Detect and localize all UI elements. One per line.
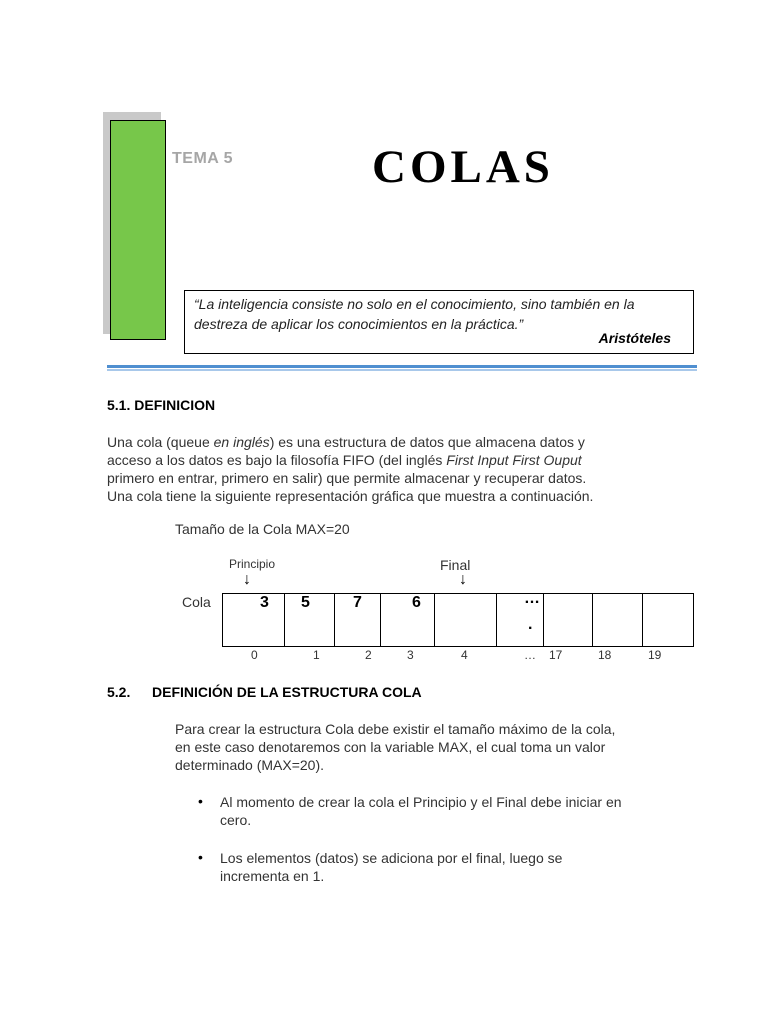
cola-label: Cola bbox=[182, 594, 211, 610]
para-line-2: acceso a los datos es bajo la filosofía FIFO (del inglés First Input First Ouput bbox=[107, 452, 582, 468]
section-heading-estructura: DEFINICIÓN DE LA ESTRUCTURA COLA bbox=[152, 684, 422, 700]
queue-index: 1 bbox=[313, 648, 320, 662]
queue-cell-value: 3 bbox=[260, 594, 269, 611]
queue-cell bbox=[434, 593, 497, 647]
para-line: Para crear la estructura Cola debe existir el tamaño máximo de la cola, bbox=[175, 721, 616, 737]
para-line-4: Una cola tiene la siguiente representación gráfica que muestra a continuación. bbox=[107, 488, 594, 504]
queue-index: 19 bbox=[648, 648, 662, 662]
queue-index: 18 bbox=[598, 648, 612, 662]
section-number: 5.2. bbox=[107, 684, 131, 700]
quote-text: “La inteligencia consiste no solo en el conocimiento, sino también en la destreza de aplicar los conocimientos en la práctica.” bbox=[194, 296, 635, 332]
queue-index: … bbox=[524, 648, 536, 662]
final-arrow-icon: ↓ bbox=[459, 571, 467, 588]
bullet-item: Al momento de crear la cola el Principio y el Final debe iniciar en cero. bbox=[220, 794, 622, 828]
queue-cell bbox=[222, 593, 285, 647]
divider-line bbox=[107, 365, 697, 368]
queue-cell bbox=[380, 593, 435, 647]
queue-index: 0 bbox=[251, 648, 258, 662]
final-label: Final bbox=[440, 557, 471, 573]
queue-index: 2 bbox=[365, 648, 372, 662]
page-title: COLAS bbox=[372, 141, 554, 193]
queue-cell bbox=[642, 593, 694, 647]
queue-cell bbox=[543, 593, 593, 647]
bullet-icon: • bbox=[198, 793, 203, 809]
estructura-paragraph bbox=[175, 720, 660, 774]
queue-index: 3 bbox=[407, 648, 414, 662]
divider-line-shadow bbox=[107, 369, 697, 371]
quote-box bbox=[184, 290, 694, 354]
bullet-item: Los elementos (datos) se adiciona por el final, luego se incrementa en 1. bbox=[220, 850, 563, 884]
section-heading-definicion: 5.1. DEFINICION bbox=[107, 397, 216, 413]
principio-arrow-icon: ↓ bbox=[243, 571, 251, 588]
queue-cell-value: 5 bbox=[301, 594, 310, 611]
quote-author: Aristóteles bbox=[598, 330, 671, 346]
para-line: determinado (MAX=20). bbox=[175, 757, 325, 773]
ellipsis-dot: . bbox=[528, 616, 533, 633]
queue-cell-value: … bbox=[524, 590, 540, 607]
queue-size-label: Tamaño de la Cola MAX=20 bbox=[175, 521, 350, 537]
para-line-1: Una cola (queue en inglés) es una estructura de datos que almacena datos y bbox=[107, 434, 585, 450]
queue-index: 17 bbox=[549, 648, 563, 662]
queue-index: 4 bbox=[461, 648, 468, 662]
queue-cell bbox=[592, 593, 643, 647]
definition-paragraph bbox=[107, 433, 660, 505]
bullet-icon: • bbox=[198, 849, 203, 865]
header-green-block bbox=[110, 120, 166, 340]
para-line: en este caso denotaremos con la variable MAX, el cual toma un valor bbox=[175, 739, 606, 755]
principio-label: Principio bbox=[229, 557, 276, 571]
queue-cell-value: 6 bbox=[412, 594, 421, 611]
para-line-3: primero en entrar, primero en salir) que permite almacenar y recuperar datos. bbox=[107, 470, 587, 486]
queue-cell-value: 7 bbox=[353, 594, 362, 611]
chapter-label: TEMA 5 bbox=[172, 150, 234, 167]
